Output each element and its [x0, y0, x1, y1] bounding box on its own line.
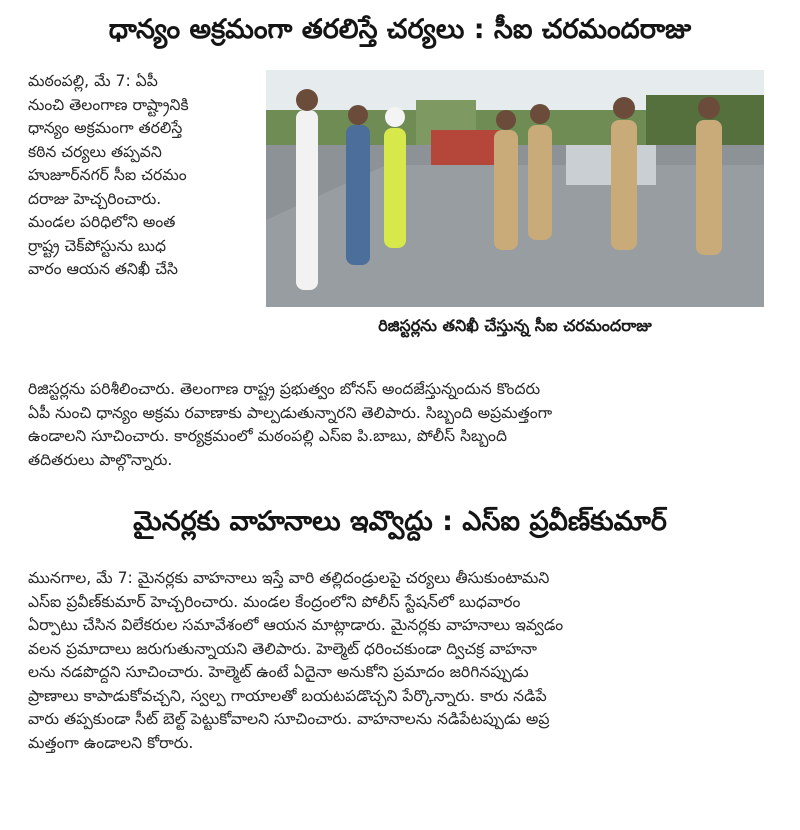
text-line: ధాన్యం అక్రమంగా తరలిస్తే	[28, 119, 183, 137]
text-line: కఠిన చర్యలు తప్పవని	[28, 142, 162, 161]
text-line: మఠంపల్లి, మే 7: ఏపీ	[28, 72, 158, 90]
text-line: ర్రాష్ట్ర చెక్‌పోస్టును బుధ	[28, 236, 166, 255]
text-line: రిజిస్టర్లను పరిశీలించారు. తెలంగాణ రాష్ట్ర ప్రభుత్వం బోనస్ అందజేస్తున్నందున కొందరు	[28, 380, 541, 398]
article1-headline: ధాన్యం అక్రమంగా తరలిస్తే చర్యలు : సీఐ చరమందరాజు	[108, 14, 692, 45]
text-line: మత్తంగా ఉండాలని కోరారు.	[28, 733, 194, 752]
text-line: వారం ఆయన తనిఖీ చేసి	[28, 260, 178, 278]
news-photo	[266, 70, 764, 307]
text-line: నుంచి తెలంగాణ రాష్ట్రానికి	[28, 95, 189, 114]
text-line: లను నడపొద్దని సూచించారు. హెల్మెట్ ఉంటే ఏదైనా అనుకోని ప్రమాదం జరిగినప్పుడు	[28, 663, 529, 681]
text-line: వారు తప్పకుండా సీట్ బెల్ట్ పెట్టుకోవాలని సూచించారు. వాహనాలను నడిపేటప్పుడు అప్ర	[28, 710, 550, 728]
text-line: వలన ప్రమాదాలు జరుగుతున్నాయని తెలిపారు. హెల్మెట్ ధరించకుండా ద్విచక్ర వాహనా	[28, 639, 537, 658]
article1-body	[28, 378, 773, 472]
text-line: ఏర్పాటు చేసిన విలేకరుల సమావేశంలో ఆయన మాట్లాడారు. మైనర్లకు వాహనాలు ఇవ్వడం	[28, 616, 564, 634]
text-line: తదితరులు పాల్గొన్నారు.	[28, 450, 173, 469]
text-line: ఉండాలని సూచించారు. కార్యక్రమంలో మఠంపల్లి ఎస్ఐ పి.బాబు, పోలీస్ సిబ్బంది	[28, 427, 507, 445]
text-line: మండల పరిధిలోని అంత	[28, 213, 176, 231]
article2-body	[28, 567, 773, 755]
checkpost-photo-illustration	[266, 70, 764, 307]
text-line: ఏపీ నుంచి ధాన్యం అక్రమ రవాణాకు పాల్పడుతున్నారని తెలిపారు. సిబ్బంది అప్రమత్తంగా	[28, 403, 553, 422]
article1-left-column	[28, 70, 254, 282]
article2-headline: మైనర్లకు వాహనాలు ఇవ్వొద్దు : ఎస్ఐ ప్రవీణ్‌కుమార్	[133, 506, 667, 537]
text-line: హుజూర్‌నగర్ సీఐ చరమం	[28, 166, 187, 184]
text-line: దరాజు హెచ్చరించారు.	[28, 189, 162, 208]
text-line: ప్రాణాలు కాపాడుకోవచ్చని, స్వల్ప గాయాలతో బయటపడొచ్చని పేర్కొన్నారు. కారు నడిపే	[28, 686, 547, 705]
text-line: మునగాల, మే 7: మైనర్లకు వాహనాలు ఇస్తే వారి తల్లిదండ్రులపై చర్యలు తీసుకుంటామని	[28, 569, 550, 587]
text-line: ఎస్ఐ ప్రవీణ్‌కుమార్ హెచ్చరించారు. మండల కేంద్రంలోని పోలీస్ స్టేషన్‌లో బుధవారం	[28, 592, 521, 611]
photo-caption: రిజిస్టర్లను తనిఖీ చేస్తున్న సీఐ చరమందరాజు	[378, 316, 652, 335]
